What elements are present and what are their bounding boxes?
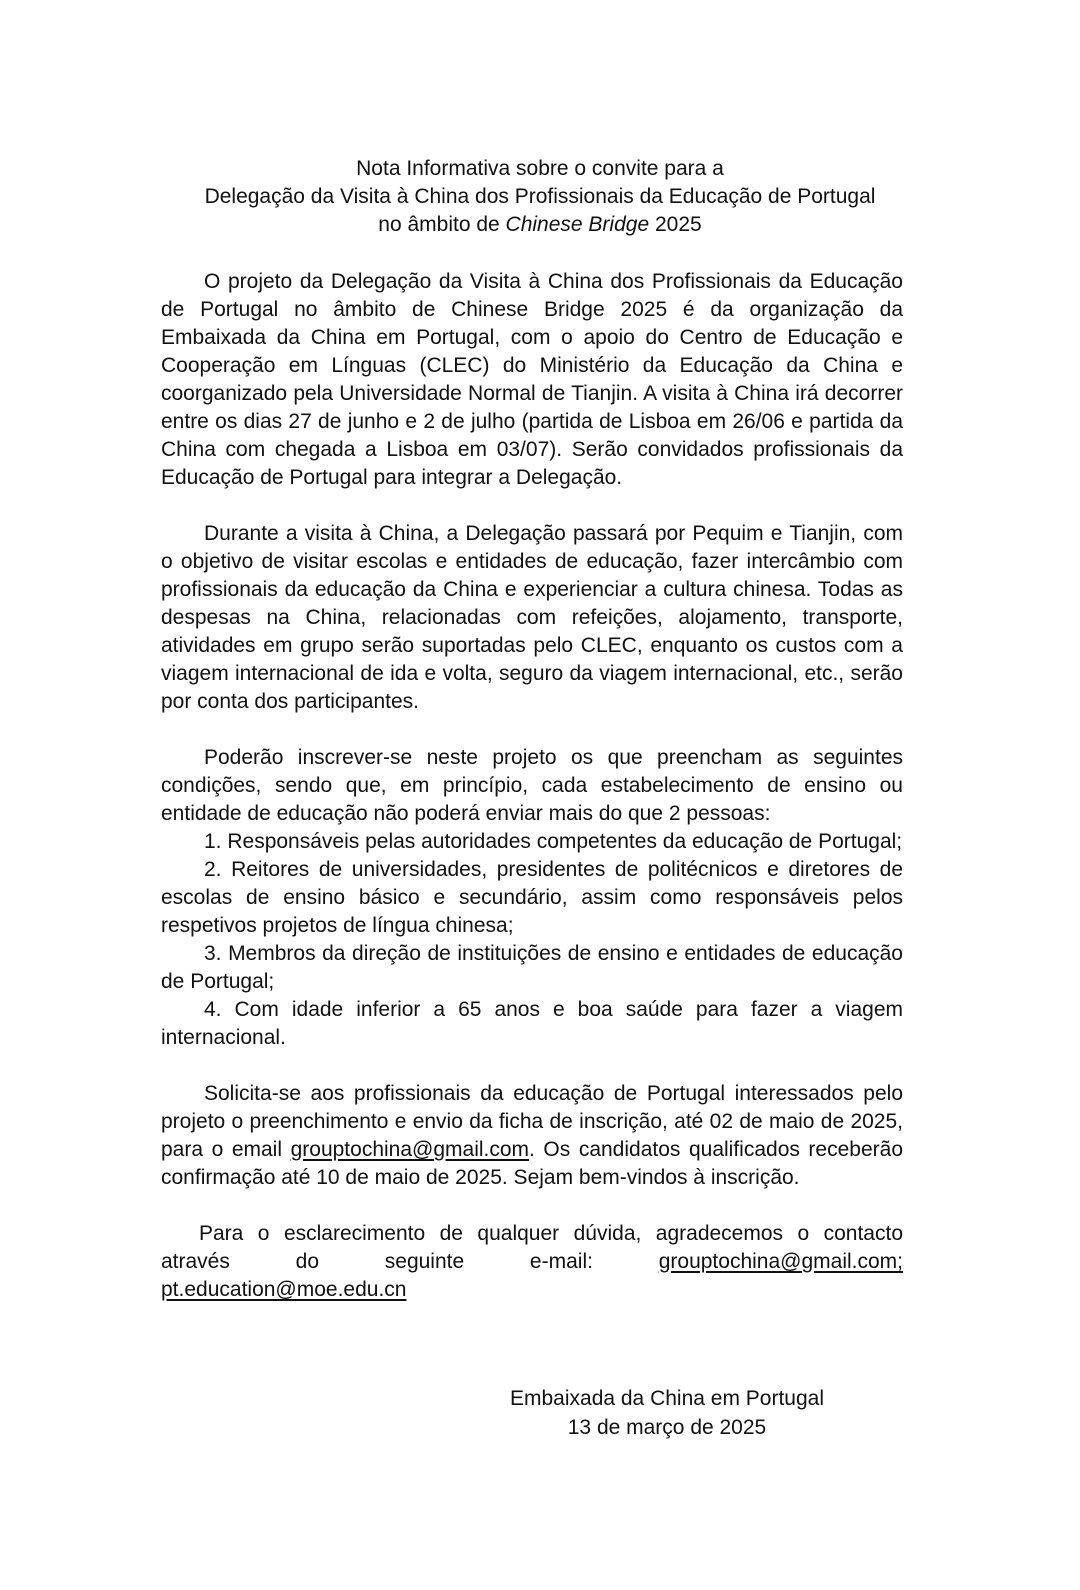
contact-text: Para o esclarecimento de qualquer dúvida, agradecemos o contacto através do seguinte e-mail: bbox=[161, 1222, 903, 1273]
title-line-1: Nota Informativa sobre o convite para a bbox=[356, 157, 724, 180]
paragraph-eligibility: Poderão inscrever-se neste projeto os que preencham as seguintes condições, sendo que, em princípio, cada estabelecimento de ensino ou entidade de educação não poderá enviar mais do que 2 pessoas: bbox=[161, 746, 903, 825]
signature-date: 13 de março de 2025 bbox=[567, 1416, 767, 1439]
contact-email-link-grouptochina[interactable]: grouptochina@gmail.com; bbox=[658, 1250, 903, 1273]
document-title bbox=[0, 155, 1080, 239]
email-link-grouptochina[interactable]: grouptochina@gmail.com bbox=[290, 1138, 530, 1161]
condition-item-2: 2. Reitores de universidades, presidentes de politécnicos e diretores de escolas de ensino básico e secundário, assim como responsáveis pelos respetivos projetos de língua chinesa; bbox=[161, 858, 903, 937]
condition-item-4: 4. Com idade inferior a 65 anos e boa saúde para fazer a viagem internacional. bbox=[161, 998, 903, 1049]
condition-item-1: 1. Responsáveis pelas autoridades competentes da educação de Portugal; bbox=[204, 830, 903, 853]
paragraph-application bbox=[161, 1080, 903, 1192]
application-text: Solicita-se aos profissionais da educação de Portugal interessados pelo projeto o preenchimento e envio da ficha de inscrição, até 02 de maio de 2025, para o email bbox=[161, 1082, 903, 1161]
title-line-3 bbox=[0, 211, 1080, 239]
title-line-3-suffix: 2025 bbox=[649, 213, 702, 236]
contact-email-link-moe[interactable]: pt.education@moe.edu.cn bbox=[161, 1278, 407, 1301]
paragraph-visit: Durante a visita à China, a Delegação passará por Pequim e Tianjin, com o objetivo de visitar escolas e entidades de educação, fazer intercâmbio com profissionais da educação da China e experienciar a cultura chinesa. Todas as despesas na China, relacionadas com refeições, alojamento, transporte, atividades em grupo serão suportadas pelo CLEC, enquanto os custos com a viagem internacional de ida e volta, seguro da viagem internacional, etc., serão por conta dos participantes. bbox=[161, 522, 903, 713]
paragraph-project: O projeto da Delegação da Visita à China dos Profissionais da Educação de Portugal no âmbito de Chinese Bridge 2025 é da organização da Embaixada da China em Portugal, com o apoio do Centro de Educação e Cooperação em Línguas (CLEC) do Ministério da Educação da China e coorganizado pela Universidade Normal de Tianjin. A visita à China irá decorrer entre os dias 27 de junho e 2 de julho (partida de Lisboa em 26/06 e partida da China com chegada a Lisboa em 03/07). Serão convidados profissionais da Educação de Portugal para integrar a Delegação. bbox=[161, 270, 903, 489]
title-line-2: Delegação da Visita à China dos Profissionais da Educação de Portugal bbox=[204, 185, 876, 208]
paragraph-contact bbox=[161, 1220, 903, 1304]
document-body bbox=[161, 268, 903, 1304]
signature-org: Embaixada da China em Portugal bbox=[509, 1387, 824, 1410]
signature-block bbox=[467, 1384, 867, 1442]
condition-item-3: 3. Membros da direção de instituições de ensino e entidades de educação de Portugal; bbox=[161, 942, 903, 993]
application-text-end: . Os candidatos qualificados receberão confirmação até 10 de maio de 2025. Sejam bem-vindos à inscrição. bbox=[161, 1138, 903, 1189]
title-line-3-prefix: no âmbito de bbox=[378, 213, 506, 236]
title-line-3-italic: Chinese Bridge bbox=[505, 213, 650, 236]
